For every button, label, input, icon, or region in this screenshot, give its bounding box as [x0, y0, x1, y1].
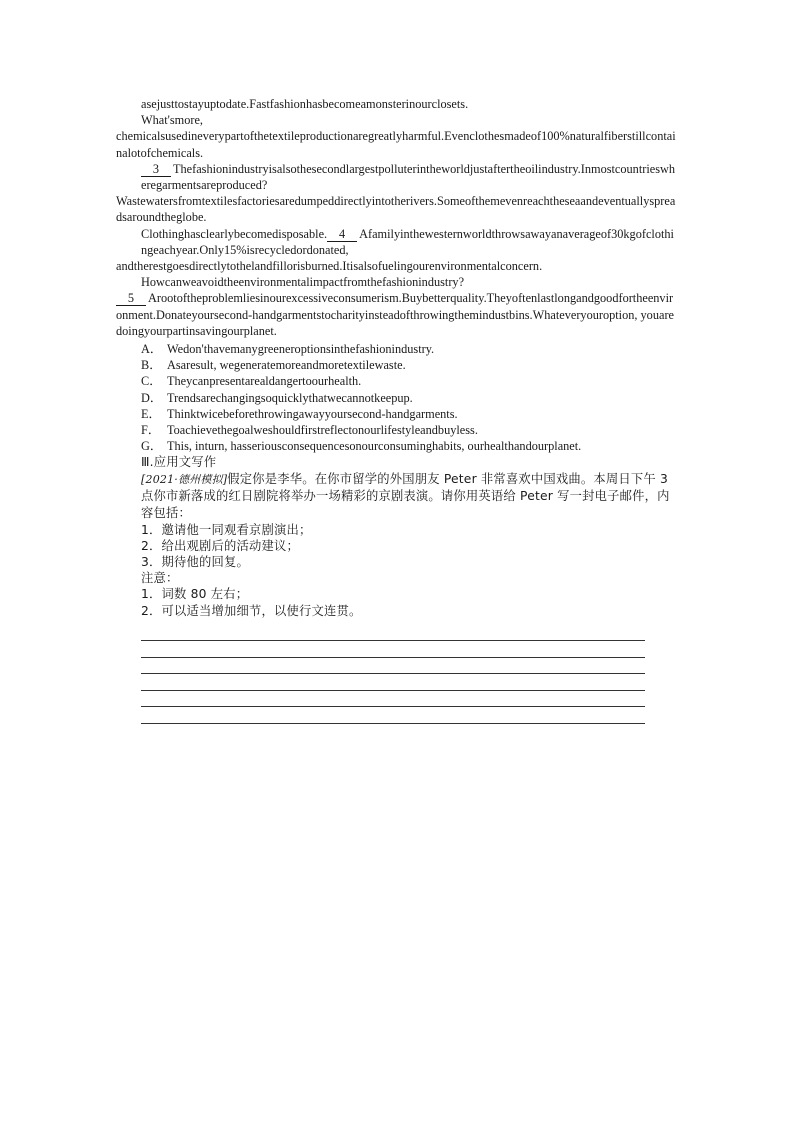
writing-note-2: 2．可以适当增加细节，以使行文连贯。	[141, 603, 362, 618]
option-text: This, inturn, hasseriousconsequencesonourconsuminghabits, ourhealthandourplanet.	[167, 439, 582, 454]
option-letter: A．	[141, 342, 163, 357]
writing-prompt	[141, 471, 676, 522]
option-c[interactable]	[141, 373, 676, 389]
writing-note-1: 1．词数 80 左右；	[141, 587, 249, 602]
passage-paragraph-2-lead	[141, 112, 676, 128]
passage-paragraph-3-cont: Wastewatersfromtextilesfactoriesaredumpeddirectlyintotherivers.Someofthemevenreachtheseaandeventuallyspreadsaroundtheglobe.	[116, 194, 676, 225]
options-list	[141, 341, 676, 454]
passage-paragraph-5-lead: Howcanweavoidtheenvironmentalimpactfromthefashionindustry?	[141, 275, 465, 290]
writing-source: [2021·德州模拟]	[141, 472, 228, 486]
answer-line[interactable]	[141, 674, 645, 691]
passage-paragraph-2-body: chemicalsusedineverypartofthetextileproductionaregreatlyharmful.Evenclothesmadeof100%naturalfiberstillcontainalotofchemicals.	[116, 129, 676, 160]
option-letter: D．	[141, 390, 163, 405]
passage-paragraph-4-text: Afamilyinthewesternworldthrowsawayanaverageof30kgofclothingeachyear.Only15%isrecycledordonated,	[141, 226, 674, 257]
passage-paragraph-5	[116, 290, 676, 339]
option-text: Trendsarechangingsoquicklythatwecannotkeepup.	[167, 390, 413, 405]
option-text: Thinktwicebeforethrowingawayyoursecond-handgarments.	[167, 406, 458, 421]
answer-line[interactable]	[141, 625, 645, 642]
blank-3[interactable]: 3	[141, 163, 171, 177]
answer-line[interactable]	[141, 641, 645, 658]
option-f[interactable]	[141, 422, 676, 438]
writing-prompt-text: 假定你是李华。在你市留学的外国朋友 Peter 非常喜欢中国戏曲。本周日下午 3 点你市新落成的红日剧院将举办一场精彩的京剧表演。请你用英语给 Peter 写一封电子邮件，内容包括：	[141, 471, 670, 520]
answer-line[interactable]	[141, 658, 645, 675]
option-letter: E．	[141, 406, 161, 421]
writing-point-2: 2．给出观剧后的活动建议；	[141, 538, 299, 553]
writing-notes-title: 注意：	[141, 571, 179, 586]
option-text: Wedon'thavemanygreeneroptionsinthefashionindustry.	[167, 342, 435, 357]
option-text: Toachievethegoalweshouldfirstreflectonourlifestyleandbuyless.	[167, 423, 478, 438]
option-text: Theycanpresentarealdangertoourhealth.	[167, 374, 362, 389]
option-letter: G．	[141, 439, 163, 454]
option-letter: C．	[141, 374, 162, 389]
option-letter: B．	[141, 358, 162, 373]
option-b[interactable]	[141, 357, 676, 373]
answer-line[interactable]	[141, 691, 645, 708]
passage-paragraph-4	[141, 226, 676, 258]
answer-lines	[141, 625, 676, 724]
option-d[interactable]	[141, 390, 676, 406]
passage-paragraph-4-cont: andtherestgoesdirectlytothelandfillorisburned.Itisalsofuelingourenvironmentalconcern.	[116, 259, 543, 274]
answer-line[interactable]	[141, 707, 645, 724]
writing-section-title: Ⅲ.应用文写作	[141, 455, 217, 470]
option-a[interactable]	[141, 341, 676, 357]
option-text: Asaresult, wegeneratemoreandmoretextilewaste.	[167, 358, 406, 373]
passage-paragraph-3	[141, 161, 676, 193]
writing-point-3: 3．期待他的回复。	[141, 555, 249, 570]
option-e[interactable]	[141, 406, 676, 422]
passage-paragraph-4-lead: Clothinghasclearlybecomedisposable.	[141, 226, 328, 241]
option-g[interactable]	[141, 438, 676, 454]
document-page	[116, 96, 676, 724]
passage-paragraph-1-tail: asejusttostayuptodate.Fastfashionhasbecomeamonsterinourclosets.	[141, 97, 469, 111]
blank-4[interactable]: 4	[327, 228, 357, 242]
passage-paragraph-5-text: Arootoftheproblemliesinourexcessiveconsumerism.Buybetterquality.Theyoftenlastlongandgoodfortheenvironment.Donateyoursecond-handgarmentstocharityinsteadofthrowingthemindustbins.Whateveryouroption, youaredoingyourpartinsavingourplanet.	[116, 291, 674, 338]
passage-paragraph-3-text: Thefashionindustryisalsothesecondlargestpolluterintheworldjustaftertheoilindustry.Inmostcountrieswheregarmentsareproduced?	[141, 161, 676, 193]
writing-point-1: 1．邀请他一同观看京剧演出；	[141, 522, 312, 537]
passage-paragraph-2-lead-text: What'smore,	[141, 113, 203, 128]
option-letter: F．	[141, 423, 161, 438]
blank-5[interactable]: 5	[116, 292, 146, 306]
